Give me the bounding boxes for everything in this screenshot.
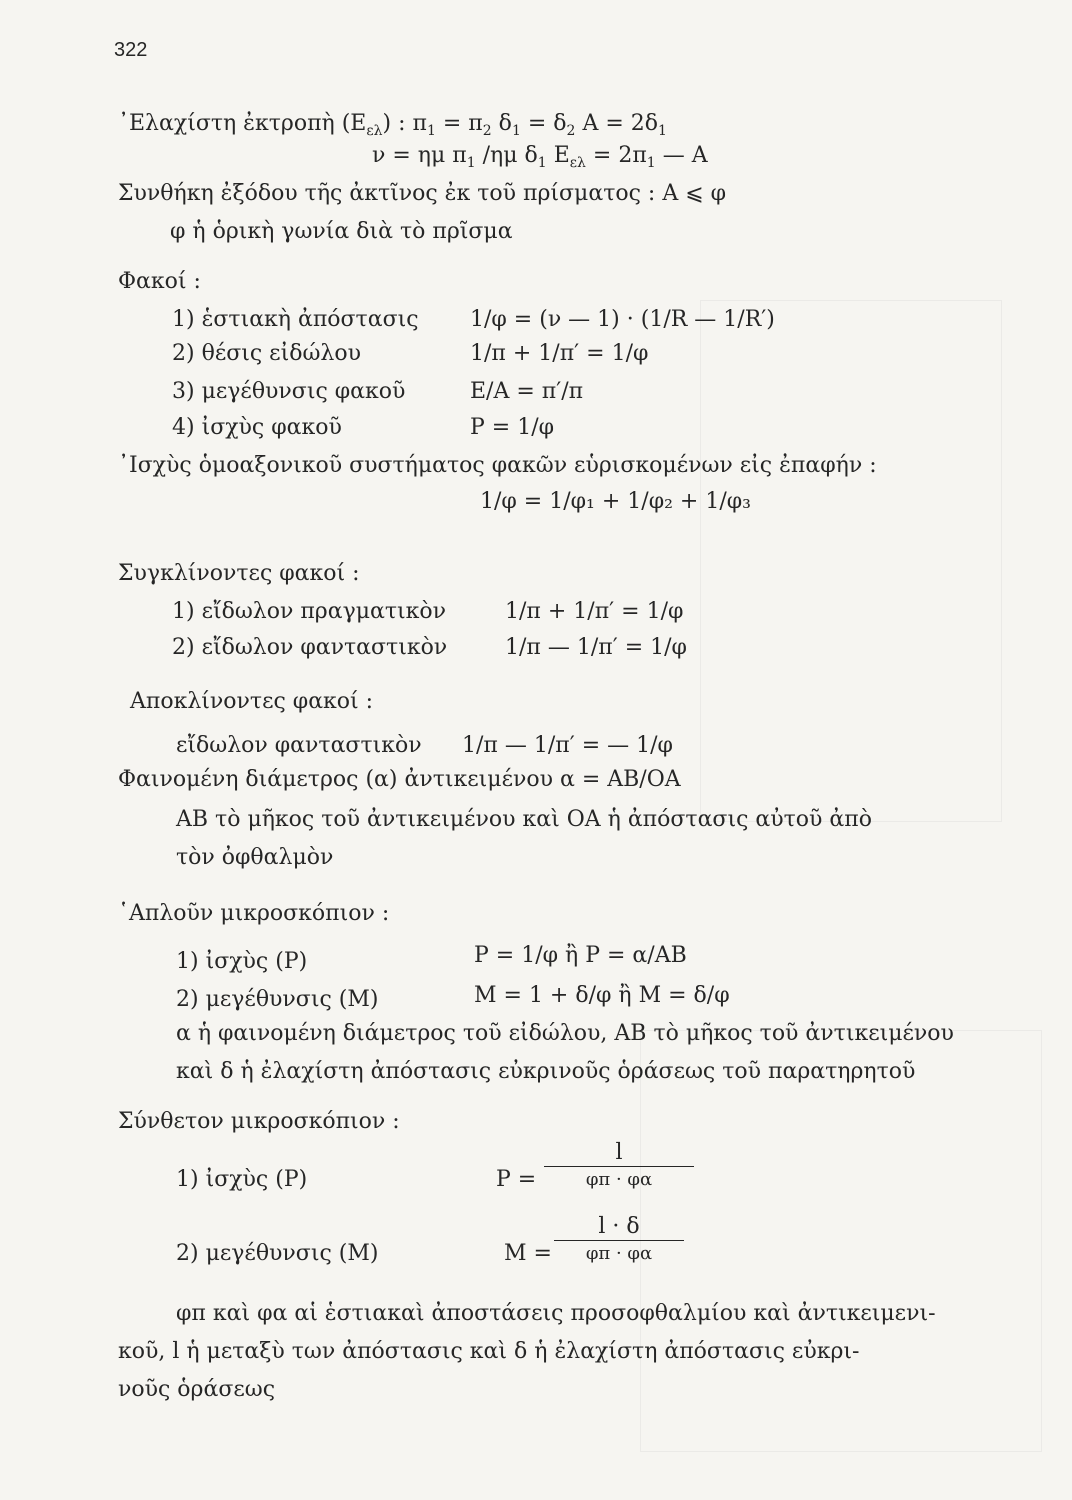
- min-deviation-text: ) : π: [382, 111, 427, 136]
- min-deviation-text: ᾿Ελαχίστη ἐκτροπὴ (Ε: [118, 111, 367, 136]
- fraction-numerator: l: [615, 1140, 623, 1165]
- lens-item-formula: Ε/Α = π′/π: [470, 379, 584, 404]
- coaxial-system-formula: 1/φ = 1/φ₁ + 1/φ₂ + 1/φ₃: [480, 489, 751, 514]
- subscript: 1: [426, 123, 436, 139]
- lens-item-formula: Ρ = 1/φ: [470, 415, 555, 440]
- compound-power-lhs: Ρ =: [496, 1167, 537, 1192]
- min-deviation-text: ν = ημ π: [372, 143, 467, 168]
- diverging-label: εἴδωλον φανταστικὸν: [176, 733, 422, 758]
- min-deviation-text: = δ: [520, 111, 567, 136]
- show-through-box: [700, 300, 1002, 822]
- compound-microscope-note: φπ καὶ φα αἱ ἑστιακαὶ ἀποστάσεις προσοφθαλμίου καὶ ἀντικειμενι-: [176, 1301, 936, 1326]
- compound-magnification-label: 2) μεγέθυνσις (Μ): [176, 1241, 379, 1266]
- min-deviation-line2: [372, 142, 708, 177]
- min-deviation-text: — Α: [655, 143, 708, 168]
- subscript: 2: [566, 123, 576, 139]
- exit-condition-note: φ ἡ ὁρικὴ γωνία διὰ τὸ πρῖσμα: [170, 219, 513, 244]
- diverging-formula: 1/π — 1/π′ = — 1/φ: [462, 733, 673, 758]
- simple-microscope-formula: Ρ = 1/φ ἢ Ρ = α/ΑΒ: [474, 943, 687, 968]
- compound-microscope-note: νοῦς ὁράσεως: [118, 1377, 276, 1402]
- compound-microscope-heading: Σύνθετον μικροσκόπιον :: [118, 1109, 400, 1134]
- lenses-heading: Φακοί :: [118, 269, 201, 294]
- fraction-numerator: l · δ: [598, 1214, 640, 1239]
- page-number: 322: [114, 39, 148, 61]
- min-deviation-text: /ημ δ: [475, 143, 538, 168]
- compound-magnification-fraction: [554, 1214, 684, 1267]
- apparent-diameter-note: ΑΒ τὸ μῆκος τοῦ ἀντικειμένου καὶ ΟΑ ἡ ἀπόστασις αὐτοῦ ἀπὸ: [176, 807, 872, 832]
- apparent-diameter-note: τὸν ὀφθαλμὸν: [176, 845, 334, 870]
- subscript: 1: [537, 155, 547, 171]
- compound-power-label: 1) ἰσχὺς (Ρ): [176, 1167, 308, 1192]
- coaxial-system-line: ᾿Ισχὺς ὁμοαξονικοῦ συστήματος φακῶν εὑρισκομένων εἰς ἐπαφήν :: [118, 453, 877, 478]
- subscript: 1: [646, 155, 656, 171]
- subscript: 1: [511, 123, 521, 139]
- compound-power-fraction: [544, 1140, 694, 1193]
- simple-microscope-heading: ῾Απλοῦν μικροσκόπιον :: [118, 901, 390, 926]
- fraction-denominator: φπ · φα: [585, 1169, 653, 1190]
- converging-item-label: 1) εἴδωλον πραγματικὸν: [172, 599, 447, 624]
- subscript: ελ: [569, 155, 586, 171]
- subscript: ελ: [366, 123, 383, 139]
- lens-item-label: 4) ἰσχὺς φακοῦ: [172, 415, 342, 440]
- converging-item-formula: 1/π — 1/π′ = 1/φ: [505, 635, 687, 660]
- min-deviation-text: Α = 2δ: [575, 111, 658, 136]
- exit-condition: Συνθήκη ἐξόδου τῆς ἀκτῖνος ἐκ τοῦ πρίσματος : Α ⩽ φ: [118, 181, 727, 206]
- diverging-heading: Αποκλίνοντες φακοί :: [130, 689, 374, 714]
- apparent-diameter-line: Φαινομένη διάμετρος (α) ἀντικειμένου α = ΑΒ/ΟΑ: [118, 767, 681, 792]
- compound-microscope-note: κοῦ, l ἡ μεταξὺ των ἀπόστασις καὶ δ ἡ ἐλαχίστη ἀπόστασις εὐκρι-: [118, 1339, 860, 1364]
- subscript: 1: [466, 155, 476, 171]
- converging-heading: Συγκλίνοντες φακοί :: [118, 561, 360, 586]
- min-deviation-text: = π: [435, 111, 483, 136]
- min-deviation-text: = 2π: [585, 143, 647, 168]
- min-deviation-line1: [118, 110, 667, 145]
- simple-microscope-note: α ἡ φαινομένη διάμετρος τοῦ εἰδώλου, ΑΒ τὸ μῆκος τοῦ ἀντικειμένου: [176, 1021, 954, 1046]
- show-through-box: [640, 1030, 1042, 1452]
- subscript: 2: [482, 123, 492, 139]
- lens-item-label: 3) μεγέθυνσις φακοῦ: [172, 379, 406, 404]
- converging-item-formula: 1/π + 1/π′ = 1/φ: [505, 599, 684, 624]
- lens-item-formula: 1/π + 1/π′ = 1/φ: [470, 341, 649, 366]
- lens-item-formula: 1/φ = (ν — 1) · (1/R — 1/R′): [470, 307, 775, 332]
- simple-microscope-note: καὶ δ ἡ ἐλαχίστη ἀπόστασις εὐκρινοῦς ὁράσεως τοῦ παρατηρητοῦ: [176, 1059, 916, 1084]
- subscript: 1: [658, 123, 667, 139]
- lens-item-label: 2) θέσις εἰδώλου: [172, 341, 361, 366]
- compound-magnification-lhs: Μ =: [504, 1241, 552, 1266]
- simple-microscope-label: 2) μεγέθυνσις (Μ): [176, 987, 379, 1012]
- fraction-denominator: φπ · φα: [585, 1243, 653, 1264]
- lens-item-label: 1) ἑστιακὴ ἀπόστασις: [172, 307, 419, 332]
- simple-microscope-formula: Μ = 1 + δ/φ ἢ Μ = δ/φ: [474, 983, 730, 1008]
- min-deviation-text: Ε: [546, 143, 570, 168]
- simple-microscope-label: 1) ἰσχὺς (Ρ): [176, 949, 308, 974]
- min-deviation-text: δ: [491, 111, 512, 136]
- converging-item-label: 2) εἴδωλον φανταστικὸν: [172, 635, 448, 660]
